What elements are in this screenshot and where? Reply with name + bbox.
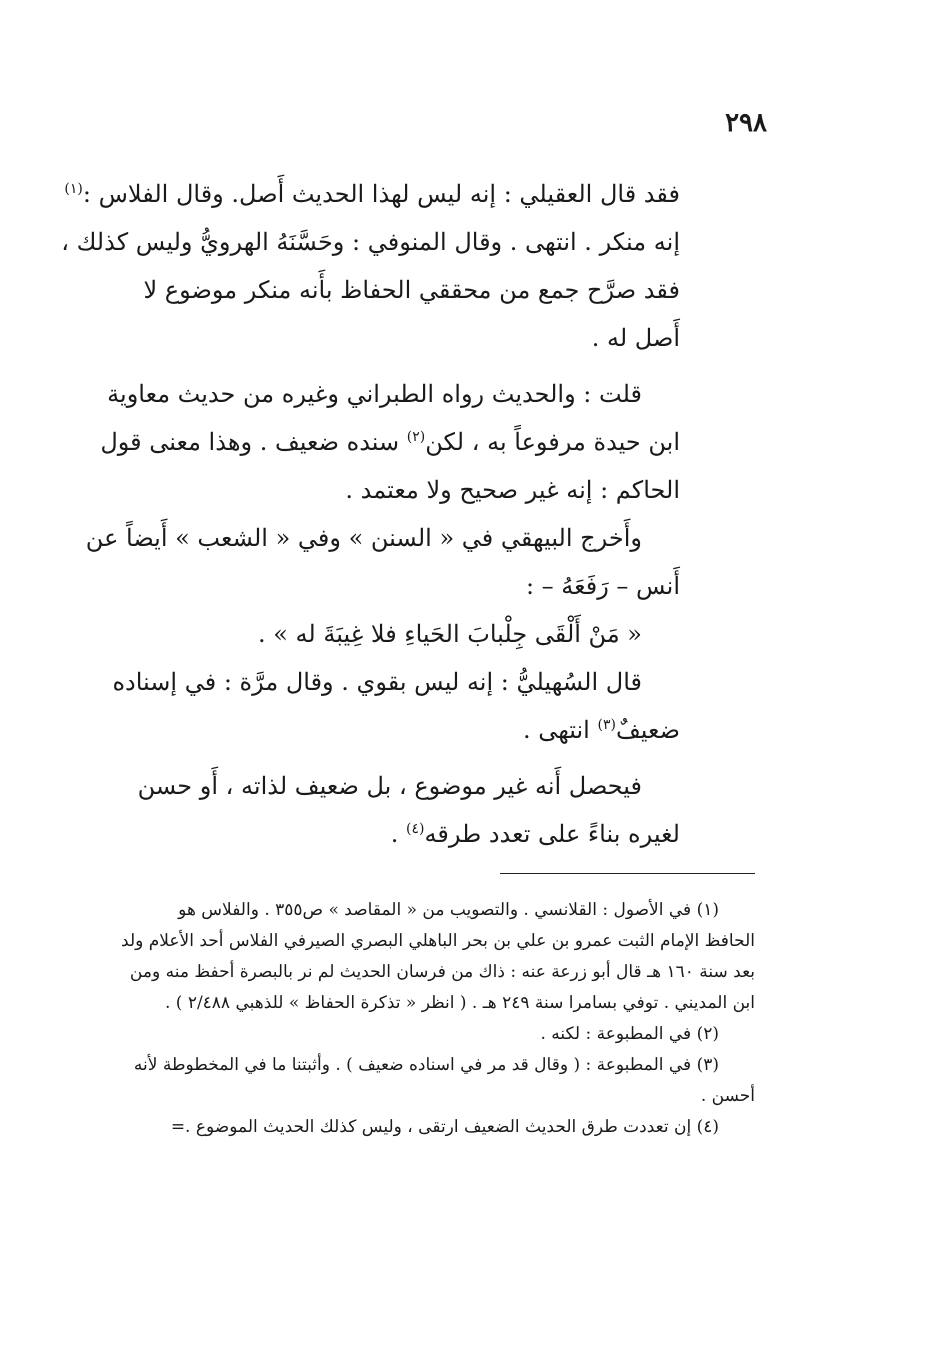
text-line — [64, 170, 680, 218]
text-line — [85, 466, 680, 514]
text-line-content: ابن حيدة مرفوعاً به ، لكن — [425, 428, 680, 456]
text-line — [85, 810, 680, 858]
footnote-marker: (١) — [64, 181, 83, 197]
footnotes — [121, 895, 755, 1143]
footnote-line: ابن المديني . توفي بسامرا سنة ٢٤٩ هـ . ( انظر « تذكرة الحفاظ » للذهبي ٢/٤٨٨ ) . — [164, 993, 755, 1013]
text-line-content: فقد قال العقيلي : إنه ليس لهذا الحديث أَصل. وقال الفلاس : — [82, 180, 680, 208]
text-line — [61, 218, 680, 266]
text-line — [85, 762, 680, 810]
text-line-content: قال السُهيليُّ : إنه ليس بقوي . وقال مرَّة : في إسناده — [112, 668, 642, 696]
main-text — [61, 170, 680, 858]
footnote-line: (٢) في المطبوعة : لكنه . — [540, 1024, 719, 1044]
text-line-content: الحاكم : إنه غير صحيح ولا معتمد . — [345, 476, 680, 504]
footnote-line: أحسن . — [700, 1086, 755, 1106]
footnote-line: (٣) في المطبوعة : ( وقال قد مر في اسناده ضعيف ) . وأثبتنا ما في المخطوطة لأنه — [133, 1055, 719, 1075]
text-line — [85, 610, 680, 658]
text-line — [85, 562, 680, 610]
text-line — [85, 706, 680, 754]
text-line — [85, 314, 680, 362]
text-line-content: فقد صرَّح جمع من محققي الحفاظ بأَنه منكر موضوع لا — [143, 276, 680, 304]
footnote-line: الحافظ الإمام الثبت عمرو بن علي بن بحر الباهلي البصري الصيرفي الفلاس أحد الأعلام ولد — [121, 931, 755, 951]
text-line-content: « مَنْ أَلْقَى جِلْبابَ الحَياءِ فلا غِيبَةَ له » . — [257, 620, 642, 648]
text-line-content: إنه منكر . انتهى . وقال المنوفي : وحَسَّنَهُ الهرويُّ وليس كذلك ، — [61, 228, 680, 256]
text-line — [85, 266, 680, 314]
footnote-line: بعد سنة ١٦٠ هـ قال أبو زرعة عنه : ذاك من فرسان الحديث لم نر بالبصرة أحفظ منه ومن — [129, 962, 755, 982]
footnote-marker: (٢) — [406, 429, 426, 445]
text-line — [85, 514, 680, 562]
footnote-line: (١) في الأصول : القلانسي . والتصويب من « المقاصد » ص٣٥٥ . والفلاس هو — [178, 900, 719, 920]
text-line-content: ضعيفٌ — [615, 716, 680, 744]
paragraph-gap — [85, 754, 680, 762]
footnote-line: (٤) إن تعددت طرق الحديث الضعيف ارتقى ، وليس كذلك الحديث الموضوع .= — [170, 1117, 719, 1137]
footnote-marker: (٣) — [597, 717, 616, 733]
text-line — [85, 370, 680, 418]
text-line-content: فيحصل أَنه غير موضوع ، بل ضعيف لذاته ، أَو حسن — [137, 772, 642, 800]
page-number: ٢٩٨ — [725, 108, 767, 138]
footnote-marker: (٤) — [406, 821, 425, 837]
text-line-continuation: انتهى . — [522, 716, 598, 744]
text-line-continuation: . — [390, 820, 407, 848]
text-line-content: أَنس – رَفَعَهُ – : — [525, 572, 680, 600]
text-line-content: قلت : والحديث رواه الطبراني وغيره من حديث معاوية — [107, 380, 642, 408]
text-line — [85, 658, 680, 706]
footnote-divider — [500, 873, 755, 874]
text-line — [85, 418, 680, 466]
text-line-content: وأَخرج البيهقي في « السنن » وفي « الشعب » أَيضاً عن — [85, 524, 642, 552]
text-line-content: لغيره بناءً على تعدد طرقه — [424, 820, 680, 848]
text-line-continuation: سنده ضعيف . وهذا معنى قول — [100, 428, 407, 456]
text-line-content: أَصل له . — [591, 324, 680, 352]
paragraph-gap — [85, 362, 680, 370]
